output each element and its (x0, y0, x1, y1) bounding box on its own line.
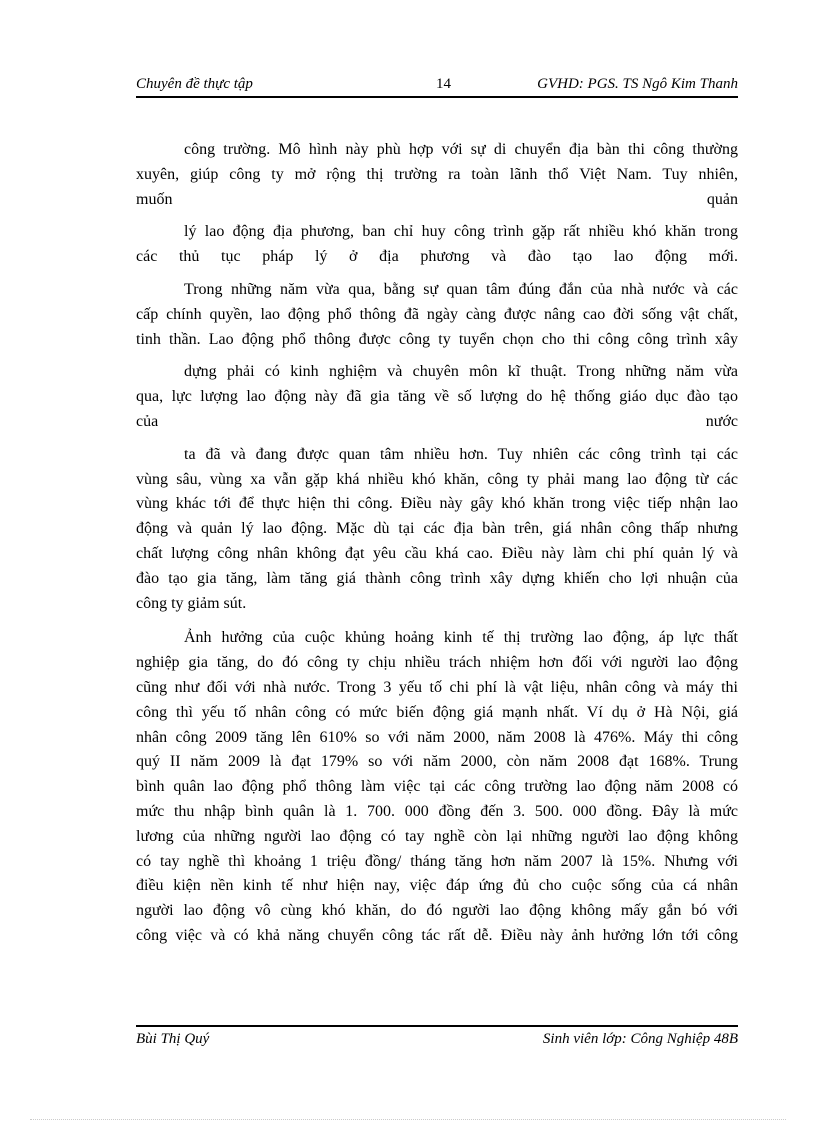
text-line: lương của những người lao động có tay nghề còn lại những người lao động không (136, 827, 738, 845)
text-line: công trường. Mô hình này phù hợp với sự di chuyển địa bàn thi công thường (184, 141, 738, 158)
text-line: xuyên, giúp công ty mở rộng thị trường ra toàn lãnh thổ Việt Nam. Tuy nhiên, (136, 165, 738, 183)
text-line: quý II năm 2009 là đạt 179% so với năm 2000, còn năm 2008 đạt 168%. Trung (136, 753, 738, 771)
text-line: điều kiện nền kinh tế như hiện nay, việc đáp ứng đủ cho cuộc sống của cá nhân (136, 877, 738, 895)
text-line: ta đã và đang được quan tâm nhiều hơn. Tuy nhiên các công trình tại các (184, 445, 738, 463)
page-edge-divider (30, 1119, 786, 1120)
header-page-number: 14 (436, 76, 451, 92)
text-line: chất lượng công nhân không đạt yêu cầu khá cao. Điều này làm chi phí quản lý và (136, 544, 738, 562)
text-line: công thì yếu tố nhân công có mức biến động giá mạnh nhất. Ví dụ ở Hà Nội, giá (136, 703, 738, 721)
text-line: các thủ tục pháp lý ở địa phương và đào tạo lao động mới. (136, 248, 738, 266)
text-line: của nước (136, 412, 738, 430)
text-line: Trong những năm vừa qua, bằng sự quan tâm đúng đắn của nhà nước và các (184, 280, 738, 298)
text-line: động và quản lý lao động. Mặc dù tại các địa bàn trên, giá nhân công thấp nhưng (136, 520, 738, 538)
footer-class: Sinh viên lớp: Công Nghiệp 48B (542, 1031, 738, 1047)
text-line: công việc và có khả năng chuyển công tác rất dễ. Điều này ảnh hưởng lớn tới công (136, 926, 738, 944)
footer-divider (136, 1025, 738, 1027)
text-line: cũng như đối với nhà nước. Trong 3 yếu tố chi phí là vật liệu, nhân công và máy thi (136, 678, 738, 696)
text-line: có tay nghề thì khoảng 1 triệu đồng/ tháng tăng hơn năm 2007 là 15%. Nhưng với (136, 852, 738, 870)
text-line: nghiệp gia tăng, do đó công ty chịu nhiều trách nhiệm hơn đối với người lao động (136, 654, 738, 672)
text-line: người lao động vô cùng khó khăn, do đó người lao động không mấy gắn bó với (136, 902, 738, 920)
text-line: Ảnh hưởng của cuộc khủng hoảng kinh tế thị trường lao động, áp lực thất (184, 629, 738, 647)
text-line: vùng sâu, vùng xa vẫn gặp khá nhiều khó khăn, công ty phải mang lao động từ các (136, 470, 738, 488)
text-line: muốn quản (136, 190, 738, 208)
text-line: qua, lực lượng lao động này đã gia tăng về số lượng do hệ thống giáo dục đào tạo (136, 388, 738, 406)
footer-author: Bùi Thị Quý (136, 1031, 210, 1047)
text-line: lý lao động địa phương, ban chỉ huy công trình gặp rất nhiều khó khăn trong (184, 223, 738, 241)
text-line: dựng phải có kinh nghiệm và chuyên môn kĩ thuật. Trong những năm vừa (184, 363, 738, 381)
header-divider (136, 96, 738, 98)
text-line: cấp chính quyền, lao động phổ thông đã ngày càng được nâng cao đời sống vật chất, (136, 305, 738, 323)
header-document-title: Chuyên đề thực tập (136, 76, 253, 92)
text-line: đào tạo gia tăng, làm tăng giá thành công trình xây dựng khiến cho lợi nhuận của (136, 569, 738, 587)
text-line: bình quân lao động phổ thông làm việc tại các công trường lao động năm 2008 có (136, 778, 738, 796)
text-line: mức thu nhập bình quân là 1. 700. 000 đồng đến 3. 500. 000 đồng. Đây là mức (136, 802, 738, 820)
text-line: công ty giảm sút. (136, 594, 247, 612)
text-line: vùng khác tới để thực hiện thi công. Điều này gây khó khăn trong việc tiếp nhận lao (136, 495, 738, 513)
page-footer (136, 1031, 738, 1051)
header-supervisor: GVHD: PGS. TS Ngô Kim Thanh (537, 76, 738, 92)
body-text (136, 138, 738, 949)
text-line: nhân công 2009 tăng lên 610% so với năm 2000, năm 2008 là 476%. Máy thi công (136, 728, 738, 746)
text-line: tinh thần. Lao động phổ thông được công ty tuyển chọn cho thi công công trình xây (136, 330, 738, 348)
page-header (136, 76, 738, 96)
